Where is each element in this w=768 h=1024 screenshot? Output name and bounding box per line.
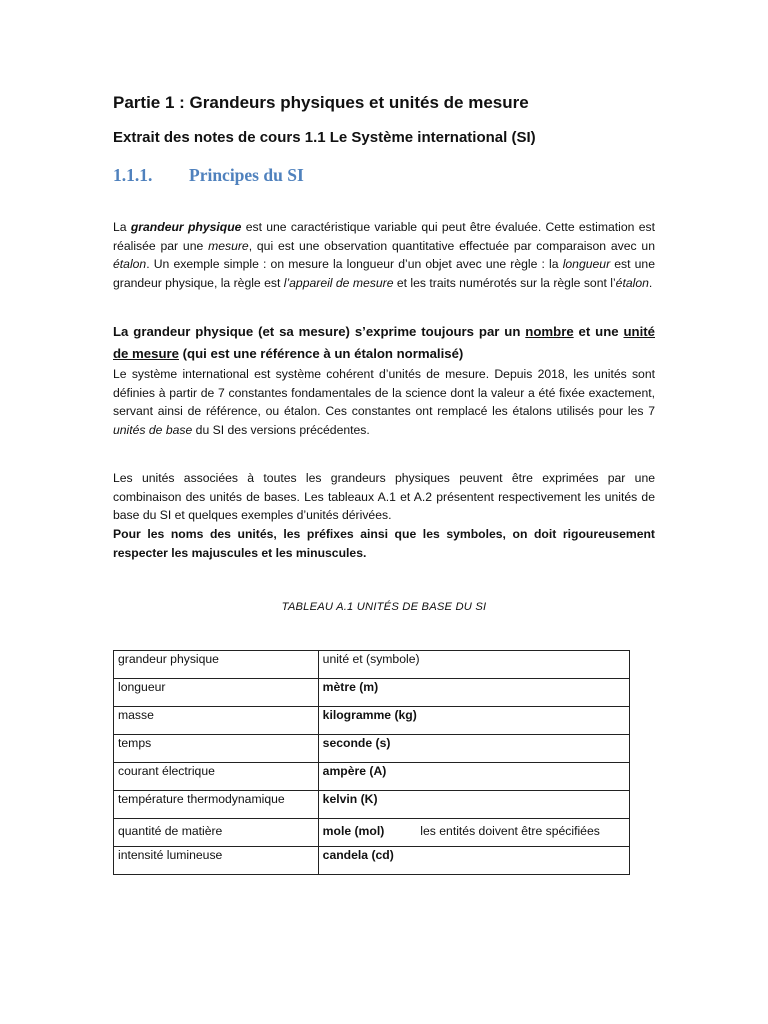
quantity-cell: longueur [114,679,319,707]
text-run: du SI des versions précédentes. [192,422,370,437]
unit-cell [318,791,629,819]
quantity-cell: masse [114,707,319,735]
section-title: Principes du SI [189,165,304,185]
table-row [114,847,630,875]
text-run: La [113,220,131,234]
term-mesure: mesure [208,238,249,253]
header-quantity: grandeur physique [114,651,319,679]
text-run: et une [573,324,624,339]
unit-name: kilogramme (kg) [322,708,417,722]
table-row [114,763,630,791]
text-run: Le système international est système cohérent d’unités de mesure. Depuis 2018, les unités sont définies à partir de 7 constantes fondamentales de la science dont la valeur a été fixée exactement, servant ainsi de référence, ou étalon. Ces constantes ont remplacé les étalons utilisés pour les 7 [113,367,655,419]
paragraph-definition [113,218,655,292]
unit-cell [318,735,629,763]
excerpt-title: Extrait des notes de cours 1.1 Le Système international (SI) [113,129,536,146]
header-unit: unité et (symbole) [318,651,629,679]
table-caption: TABLEAU A.1 UNITÉS DE BASE DU SI [281,601,487,613]
quantity-cell: intensité lumineuse [114,847,319,875]
text-run: . [648,275,653,290]
unit-name: candela (cd) [322,848,394,862]
table-row [114,791,630,819]
text-run: et les traits numérotés sur la règle sont l’ [393,275,616,290]
underlined-nombre: nombre [525,324,574,339]
si-base-units-table [113,650,630,875]
unit-name: mole (mol) [322,824,385,838]
unit-name: kelvin (K) [322,792,378,806]
table-header-row [114,651,630,679]
unit-cell [318,707,629,735]
text-run: La grandeur physique (et sa mesure) s’exprime toujours par un [113,324,526,339]
unit-name: mètre (m) [322,680,379,694]
unit-name: ampère (A) [322,764,387,778]
text-run: (qui est une référence à un étalon normalisé) [178,346,464,361]
unit-note: les entités doivent être spécifiées [420,824,600,838]
quantity-cell: courant électrique [114,763,319,791]
text-run: . Un exemple simple : on mesure la longueur d’un objet avec une règle : la [146,257,563,272]
part-title: Partie 1 : Grandeurs physiques et unités de mesure [113,93,529,112]
term-appareil-de-mesure: l’appareil de mesure [283,275,394,290]
term-longueur: longueur [562,257,611,272]
table-row [114,735,630,763]
unit-cell [318,679,629,707]
unit-cell [318,819,629,847]
quantity-cell: quantité de matière [114,819,319,847]
paragraph-derived-units: Les unités associées à toutes les grandeurs physiques peuvent être exprimées par une combinaison des unités de bases. Les tableaux A.1 et A.2 présentent respectivement les unités de base du SI et quelques exemples d’unités dérivées. [113,471,655,523]
quantity-cell: temps [114,735,319,763]
paragraph-case-rule: Pour les noms des unités, les préfixes ainsi que les symboles, on doit rigoureusement respecter les majuscules et les minuscules. [113,527,655,560]
table-row [114,679,630,707]
term-unites-de-base: unités de base [113,422,193,437]
paragraph-si-system [113,365,655,439]
table-row [114,819,630,847]
text-run: est une caractéristique variable qui peut être évaluée. Cette estimation est réalisée par une [113,220,655,253]
term-grandeur-physique: grandeur physique [130,220,242,234]
unit-cell [318,763,629,791]
underlined-unite-de-mesure: unité de mesure [113,324,655,361]
section-number: 1.1.1. [113,165,153,185]
section-heading [113,165,304,186]
text-run: , qui est une observation quantitative effectuée par comparaison avec un [248,238,655,253]
unit-cell [318,847,629,875]
term-etalon: étalon [615,275,649,290]
quantity-cell: température thermodynamique [114,791,319,819]
table-row [114,707,630,735]
term-etalon: étalon [113,257,147,272]
unit-name: seconde (s) [322,736,391,750]
key-statement [113,321,655,365]
text-run: est une grandeur physique, la règle est [113,257,655,290]
